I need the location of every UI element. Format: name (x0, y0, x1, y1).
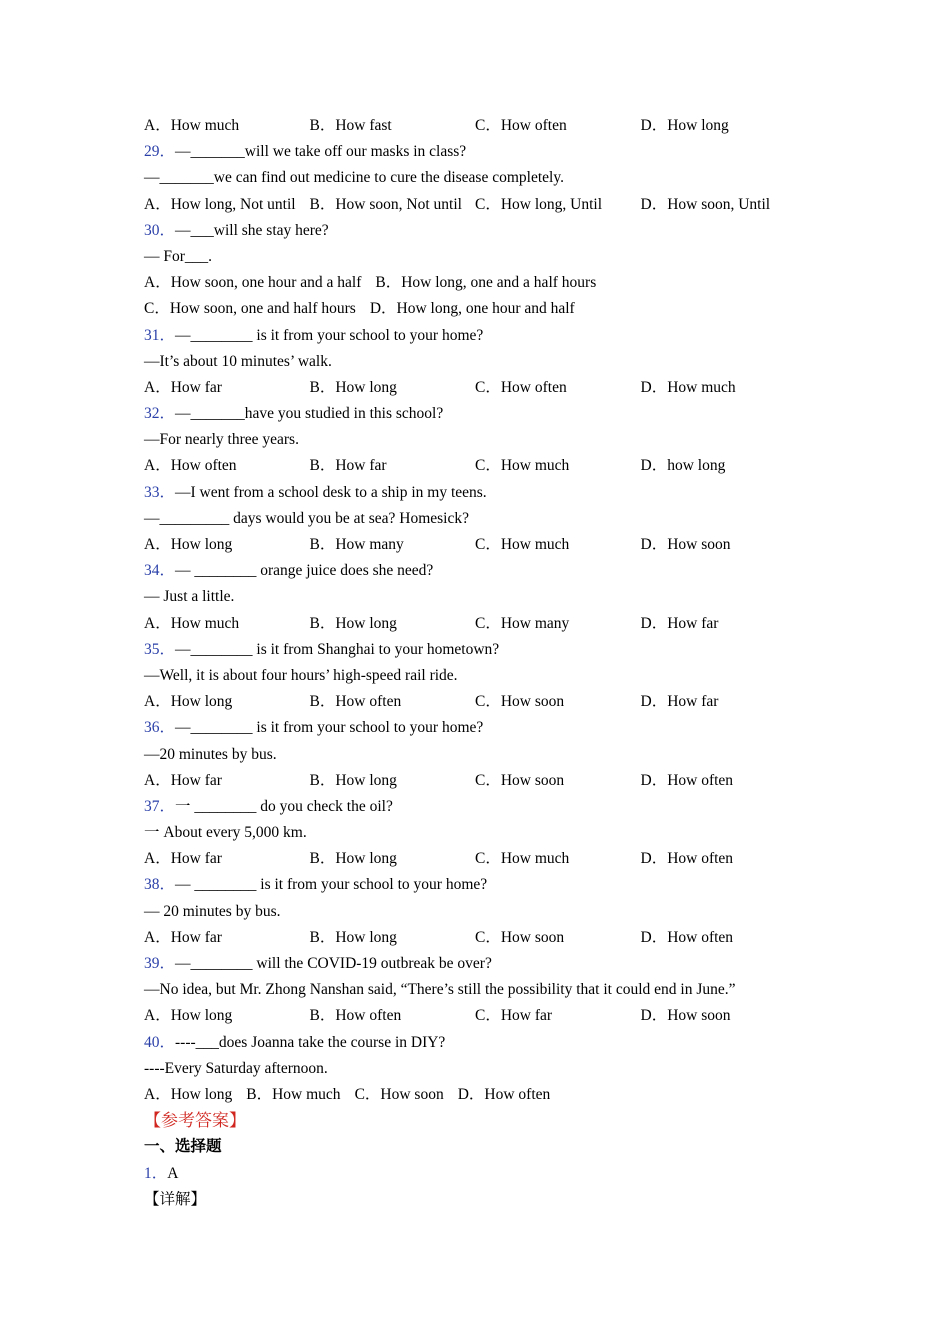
option-c[interactable]: C．How much (475, 536, 570, 553)
q38-response: — 20 minutes by bus. (144, 902, 281, 920)
option-c[interactable]: C．How often (475, 378, 567, 396)
option-c[interactable]: C．How many (475, 614, 570, 632)
question-number: 38． (144, 876, 176, 894)
question-number: 40． (144, 1033, 176, 1051)
q29-response: —_______we can find out medicine to cure the disease completely. (144, 169, 564, 187)
q29-stem (144, 139, 824, 165)
option-d[interactable]: D．How long (640, 117, 729, 134)
question-number: 36． (144, 719, 176, 737)
q39-stem (144, 951, 824, 977)
option-a[interactable]: A．How long, Not until (144, 195, 296, 213)
option-d[interactable]: D．How soon (640, 1007, 731, 1025)
q35-options (144, 689, 824, 715)
q39-response: —No idea, but Mr. Zhong Nanshan said, “There’s still the possibility that it could end in June.” (144, 981, 736, 999)
question-text: —_______will we take off our masks in class? (175, 143, 467, 161)
q32-response: —For nearly three years. (144, 431, 299, 449)
q33-stem (144, 480, 824, 506)
question-number: 35． (144, 640, 176, 658)
q40-response: ----Every Saturday afternoon. (144, 1059, 328, 1077)
option-a[interactable]: A．How much (144, 614, 240, 632)
q28-options (144, 113, 824, 139)
question-text: —________ will the COVID-19 outbreak be over? (175, 955, 492, 972)
option-d[interactable]: D．How often (640, 850, 734, 868)
option-d[interactable]: D．How long, one hour and half (369, 300, 575, 318)
question-text: —I went from a school desk to a ship in my teens. (175, 483, 487, 501)
option-a[interactable]: A．How far (144, 850, 222, 868)
question-text: — ________ is it from your school to your home? (175, 876, 488, 894)
option-a[interactable]: A．How long (144, 693, 233, 711)
q37-options (144, 846, 824, 872)
option-b[interactable]: B．How long, one and a half hours (375, 274, 597, 292)
option-d[interactable]: D．How soon, Until (640, 195, 771, 213)
q36-stem (144, 715, 824, 741)
question-text: 一 ________ do you check the oil? (175, 797, 393, 815)
option-c[interactable]: C．How soon (475, 693, 565, 711)
q31-stem (144, 323, 824, 349)
option-c[interactable]: C．How much (475, 457, 570, 475)
option-b[interactable]: B．How long (309, 378, 397, 396)
question-number: 33． (144, 483, 176, 501)
question-text: — ________ orange juice does she need? (175, 562, 434, 580)
q38-options (144, 925, 824, 951)
q30-options-row2 (144, 296, 824, 322)
question-number: 31． (144, 326, 176, 344)
question-text: —________ is it from your school to your home? (175, 719, 484, 737)
option-c[interactable]: C．How soon, one and half hours (144, 300, 356, 318)
question-number: 29． (144, 143, 176, 161)
option-b[interactable]: B．How long (309, 850, 397, 868)
option-d[interactable]: D．How often (640, 771, 734, 789)
option-c[interactable]: C．How far (475, 1007, 553, 1025)
question-text: —_______have you studied in this school? (175, 405, 444, 423)
q40-options (144, 1082, 824, 1108)
option-b[interactable]: B．How fast (309, 117, 392, 134)
q38-stem (144, 872, 824, 898)
option-a[interactable]: A．How soon, one hour and a half (144, 274, 362, 292)
q37-response: 一 About every 5,000 km. (144, 824, 307, 842)
option-b[interactable]: B．How long (309, 771, 397, 789)
question-text: —___will she stay here? (175, 221, 329, 239)
q33-options (144, 532, 824, 558)
answer-value: A (167, 1164, 179, 1182)
option-a[interactable]: A．How far (144, 928, 222, 946)
q34-options (144, 611, 824, 637)
option-c[interactable]: C．How soon (475, 928, 565, 946)
q36-response: —20 minutes by bus. (144, 745, 277, 763)
option-c[interactable]: C．How long, Until (475, 195, 603, 213)
option-d[interactable]: D．How much (640, 378, 736, 396)
option-b[interactable]: B．How often (309, 693, 402, 711)
q30-stem (144, 218, 824, 244)
option-d[interactable]: D．How far (640, 614, 719, 632)
option-c[interactable]: C．How often (475, 117, 567, 134)
option-c[interactable]: C．How much (475, 850, 570, 868)
option-c[interactable]: C．How soon (354, 1085, 444, 1103)
answer-number: 1． (144, 1164, 168, 1182)
q34-response: — Just a little. (144, 588, 235, 606)
q32-stem (144, 401, 824, 427)
question-number: 32． (144, 405, 176, 423)
q33-response: —_________ days would you be at sea? Homesick? (144, 509, 470, 527)
option-b[interactable]: B．How long (309, 614, 397, 632)
option-a[interactable]: A．How far (144, 771, 222, 789)
option-a[interactable]: A．How long (144, 536, 233, 553)
option-b[interactable]: B．How far (309, 457, 387, 475)
option-b[interactable]: B．How much (246, 1085, 341, 1103)
option-b[interactable]: B．How often (309, 1007, 402, 1025)
option-c[interactable]: C．How soon (475, 771, 565, 789)
question-text: —________ is it from Shanghai to your hometown? (175, 640, 500, 658)
option-a[interactable]: A．How much (144, 117, 240, 134)
detail-heading: 【详解】 (144, 1190, 207, 1208)
question-number: 30． (144, 221, 176, 239)
option-a[interactable]: A．How long (144, 1007, 233, 1025)
q31-response: —It’s about 10 minutes’ walk. (144, 352, 332, 370)
q36-options (144, 768, 824, 794)
question-text: ----___does Joanna take the course in DIY? (175, 1033, 446, 1051)
question-text: —________ is it from your school to your home? (175, 326, 484, 344)
option-d[interactable]: D．How often (457, 1085, 551, 1103)
answer-heading: 【参考答案】 (144, 1111, 246, 1131)
option-d[interactable]: D．How often (640, 928, 734, 946)
q32-options (144, 453, 824, 479)
option-a[interactable]: A．How often (144, 457, 237, 475)
q35-stem (144, 637, 824, 663)
option-a[interactable]: A．How far (144, 378, 222, 396)
q31-options (144, 375, 824, 401)
q30-response: — For___. (144, 247, 213, 265)
option-b[interactable]: B．How many (309, 536, 404, 553)
option-d[interactable]: D．How soon (640, 536, 731, 553)
q30-options-row1 (144, 270, 824, 296)
q29-options (144, 192, 824, 218)
option-b[interactable]: B．How long (309, 928, 397, 946)
q39-options (144, 1003, 824, 1029)
q40-stem (144, 1030, 824, 1056)
question-number: 39． (144, 955, 176, 972)
question-number: 34． (144, 562, 176, 580)
question-number: 37． (144, 797, 176, 815)
q34-stem (144, 558, 824, 584)
option-a[interactable]: A．How long (144, 1085, 233, 1103)
option-d[interactable]: D．how long (640, 457, 726, 475)
section-title: 一、选择题 (144, 1138, 222, 1156)
document-page (144, 113, 824, 1213)
q37-stem (144, 794, 824, 820)
q35-response: —Well, it is about four hours’ high-speed rail ride. (144, 666, 458, 684)
option-d[interactable]: D．How far (640, 693, 719, 711)
option-b[interactable]: B．How soon, Not until (309, 195, 462, 213)
answer-1 (144, 1161, 824, 1187)
